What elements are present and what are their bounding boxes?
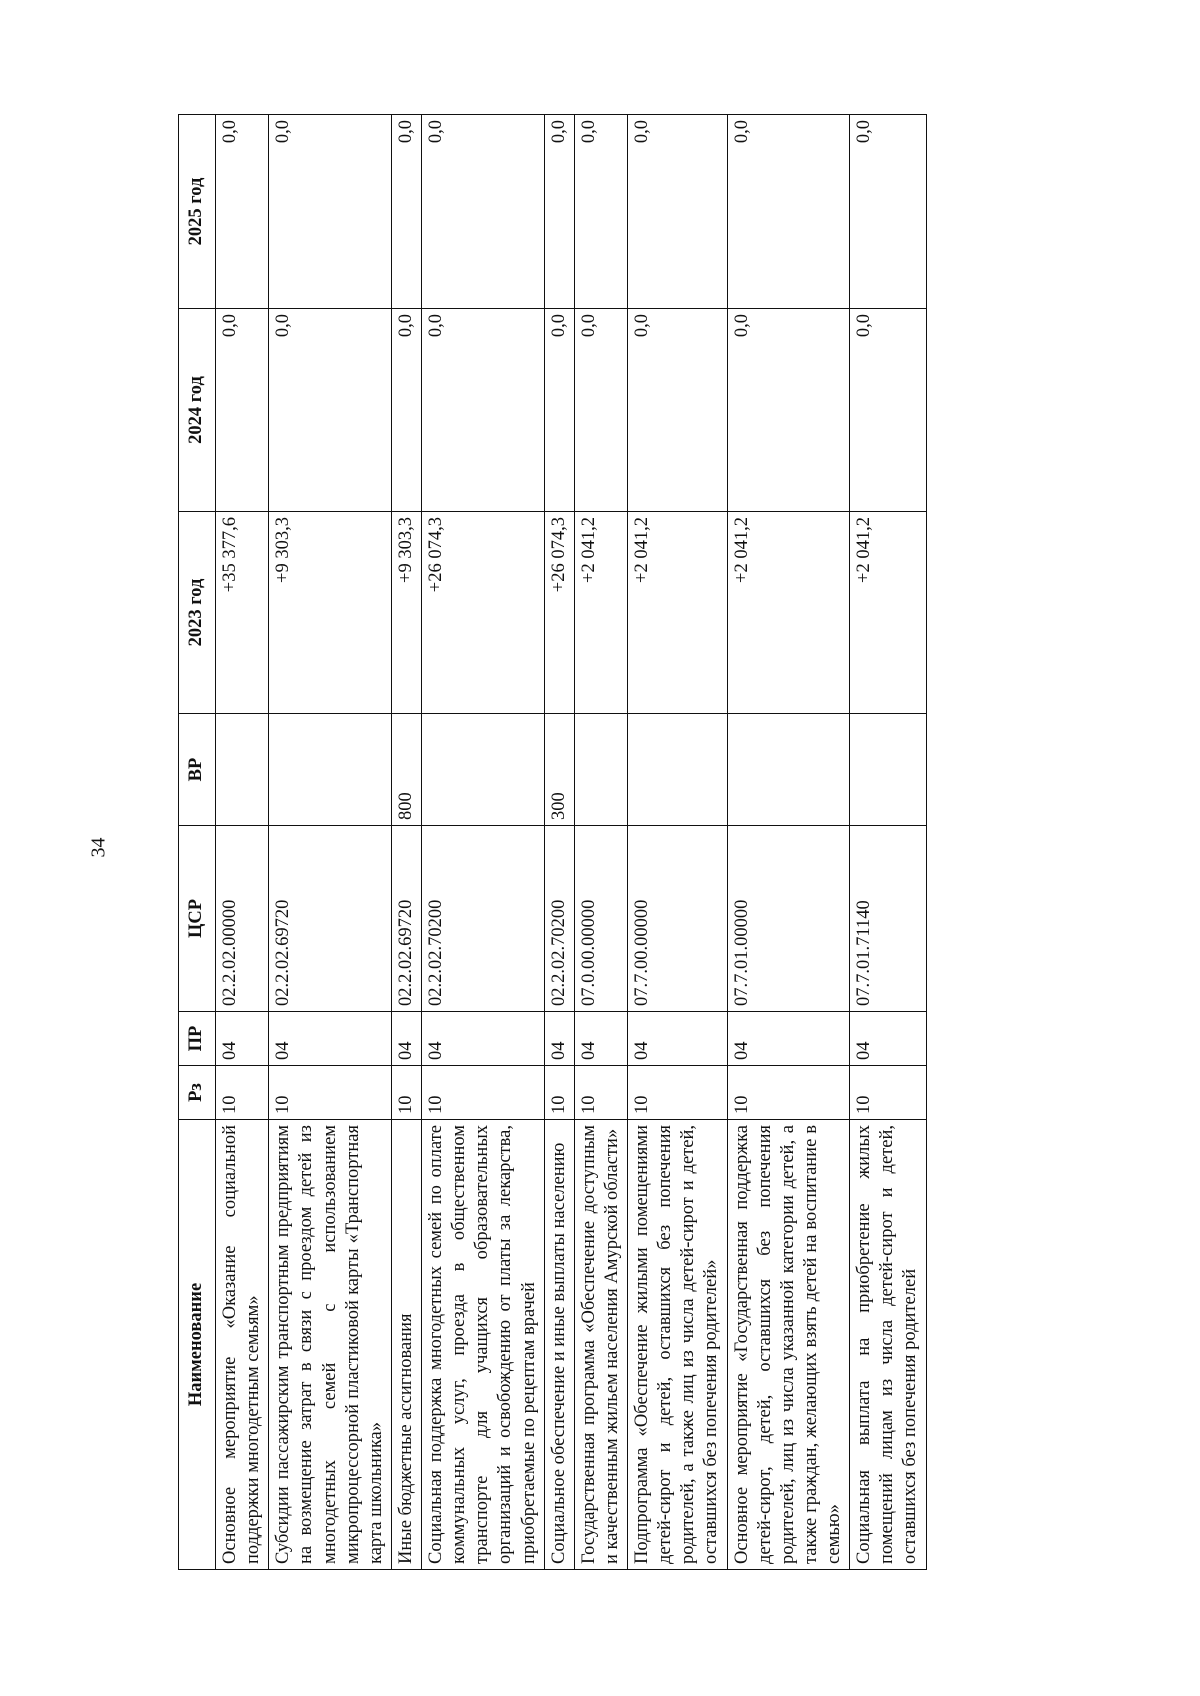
table-row [422, 115, 545, 1570]
header-name: Наименование [179, 1120, 216, 1570]
cell-y2023: +35 377,6 [216, 512, 269, 714]
cell-y2024: 0,0 [850, 309, 926, 512]
cell-csr: 07.7.01.00000 [727, 826, 850, 1012]
cell-rz: 10 [391, 1066, 421, 1120]
table-header-row [179, 115, 216, 1570]
cell-vr [628, 714, 728, 826]
cell-vr [574, 714, 627, 826]
cell-vr [269, 714, 392, 826]
cell-y2025: 0,0 [216, 115, 269, 309]
cell-rz: 10 [269, 1066, 392, 1120]
cell-y2023: +26 074,3 [544, 512, 574, 714]
cell-pr: 04 [269, 1012, 392, 1066]
table-row [216, 115, 269, 1570]
cell-csr: 07.0.00.00000 [574, 826, 627, 1012]
cell-pr: 04 [574, 1012, 627, 1066]
cell-name: Подпрограмма «Обеспечение жилыми помещениями детей-сирот и детей, оставшихся без попечения родителей, а также лиц из числа детей-сирот и детей, оставшихся без попечения родителей» [628, 1120, 728, 1570]
cell-rz: 10 [544, 1066, 574, 1120]
cell-vr: 300 [544, 714, 574, 826]
cell-name: Государственная программа «Обеспечение доступным и качественным жильем населения Амурской области» [574, 1120, 627, 1570]
cell-y2025: 0,0 [574, 115, 627, 309]
cell-y2023: +2 041,2 [850, 512, 926, 714]
cell-y2024: 0,0 [574, 309, 627, 512]
cell-rz: 10 [850, 1066, 926, 1120]
cell-pr: 04 [422, 1012, 545, 1066]
table-row [391, 115, 421, 1570]
cell-csr: 02.2.02.00000 [216, 826, 269, 1012]
page-number: 34 [87, 837, 110, 858]
table-row [850, 115, 926, 1570]
cell-y2023: +2 041,2 [727, 512, 850, 714]
cell-pr: 04 [850, 1012, 926, 1066]
cell-name: Социальное обеспечение и иные выплаты населению [544, 1120, 574, 1570]
cell-y2024: 0,0 [216, 309, 269, 512]
cell-y2025: 0,0 [544, 115, 574, 309]
cell-rz: 10 [216, 1066, 269, 1120]
cell-pr: 04 [727, 1012, 850, 1066]
cell-csr: 02.2.02.70200 [422, 826, 545, 1012]
cell-name: Основное мероприятие «Оказание социальной поддержки многодетным семьям» [216, 1120, 269, 1570]
cell-y2025: 0,0 [269, 115, 392, 309]
header-2024: 2024 год [179, 309, 216, 512]
cell-y2024: 0,0 [269, 309, 392, 512]
cell-pr: 04 [544, 1012, 574, 1066]
budget-table [178, 114, 927, 1570]
cell-csr: 07.7.01.71140 [850, 826, 926, 1012]
cell-name: Социальная выплата на приобретение жилых помещений лицам из числа детей-сирот и детей, оставшихся без попечения родителей [850, 1120, 926, 1570]
table-row [727, 115, 850, 1570]
table-row [574, 115, 627, 1570]
cell-y2025: 0,0 [422, 115, 545, 309]
cell-y2023: +2 041,2 [574, 512, 627, 714]
header-csr: ЦСР [179, 826, 216, 1012]
table-row [628, 115, 728, 1570]
cell-y2024: 0,0 [422, 309, 545, 512]
table-body [216, 115, 927, 1570]
cell-y2024: 0,0 [727, 309, 850, 512]
cell-y2025: 0,0 [850, 115, 926, 309]
rotated-table-container [178, 115, 1113, 1570]
cell-y2025: 0,0 [391, 115, 421, 309]
table-row [269, 115, 392, 1570]
cell-name: Субсидии пассажирским транспортным предприятиям на возмещение затрат в связи с проездом детей из многодетных семей с использованием микропроцессорной пластиковой карты «Транспортная карта школьника» [269, 1120, 392, 1570]
header-2023: 2023 год [179, 512, 216, 714]
header-pr: ПР [179, 1012, 216, 1066]
cell-rz: 10 [727, 1066, 850, 1120]
cell-csr: 02.2.02.69720 [269, 826, 392, 1012]
cell-pr: 04 [216, 1012, 269, 1066]
cell-csr: 07.7.00.00000 [628, 826, 728, 1012]
cell-y2025: 0,0 [727, 115, 850, 309]
cell-y2023: +26 074,3 [422, 512, 545, 714]
cell-pr: 04 [391, 1012, 421, 1066]
cell-vr [422, 714, 545, 826]
header-vr: ВР [179, 714, 216, 826]
cell-y2024: 0,0 [391, 309, 421, 512]
header-rz: Рз [179, 1066, 216, 1120]
cell-y2024: 0,0 [628, 309, 728, 512]
cell-csr: 02.2.02.69720 [391, 826, 421, 1012]
cell-rz: 10 [574, 1066, 627, 1120]
cell-y2025: 0,0 [628, 115, 728, 309]
cell-name: Социальная поддержка многодетных семей по оплате коммунальных услуг, проезда в общественном транспорте для учащихся образовательных организаций и освобождению от платы за лекарства, приобретаемые по рецептам врачей [422, 1120, 545, 1570]
cell-y2023: +2 041,2 [628, 512, 728, 714]
cell-csr: 02.2.02.70200 [544, 826, 574, 1012]
cell-vr [850, 714, 926, 826]
cell-pr: 04 [628, 1012, 728, 1066]
cell-y2023: +9 303,3 [269, 512, 392, 714]
cell-name: Основное мероприятие «Государственная поддержка детей-сирот, детей, оставшихся без попечения родителей, лиц из числа указанной категории детей, а также граждан, желающих взять детей на воспитание в семью» [727, 1120, 850, 1570]
cell-rz: 10 [422, 1066, 545, 1120]
header-2025: 2025 год [179, 115, 216, 309]
cell-rz: 10 [628, 1066, 728, 1120]
cell-name: Иные бюджетные ассигнования [391, 1120, 421, 1570]
cell-vr [216, 714, 269, 826]
cell-y2023: +9 303,3 [391, 512, 421, 714]
table-row [544, 115, 574, 1570]
cell-vr: 800 [391, 714, 421, 826]
cell-vr [727, 714, 850, 826]
cell-y2024: 0,0 [544, 309, 574, 512]
